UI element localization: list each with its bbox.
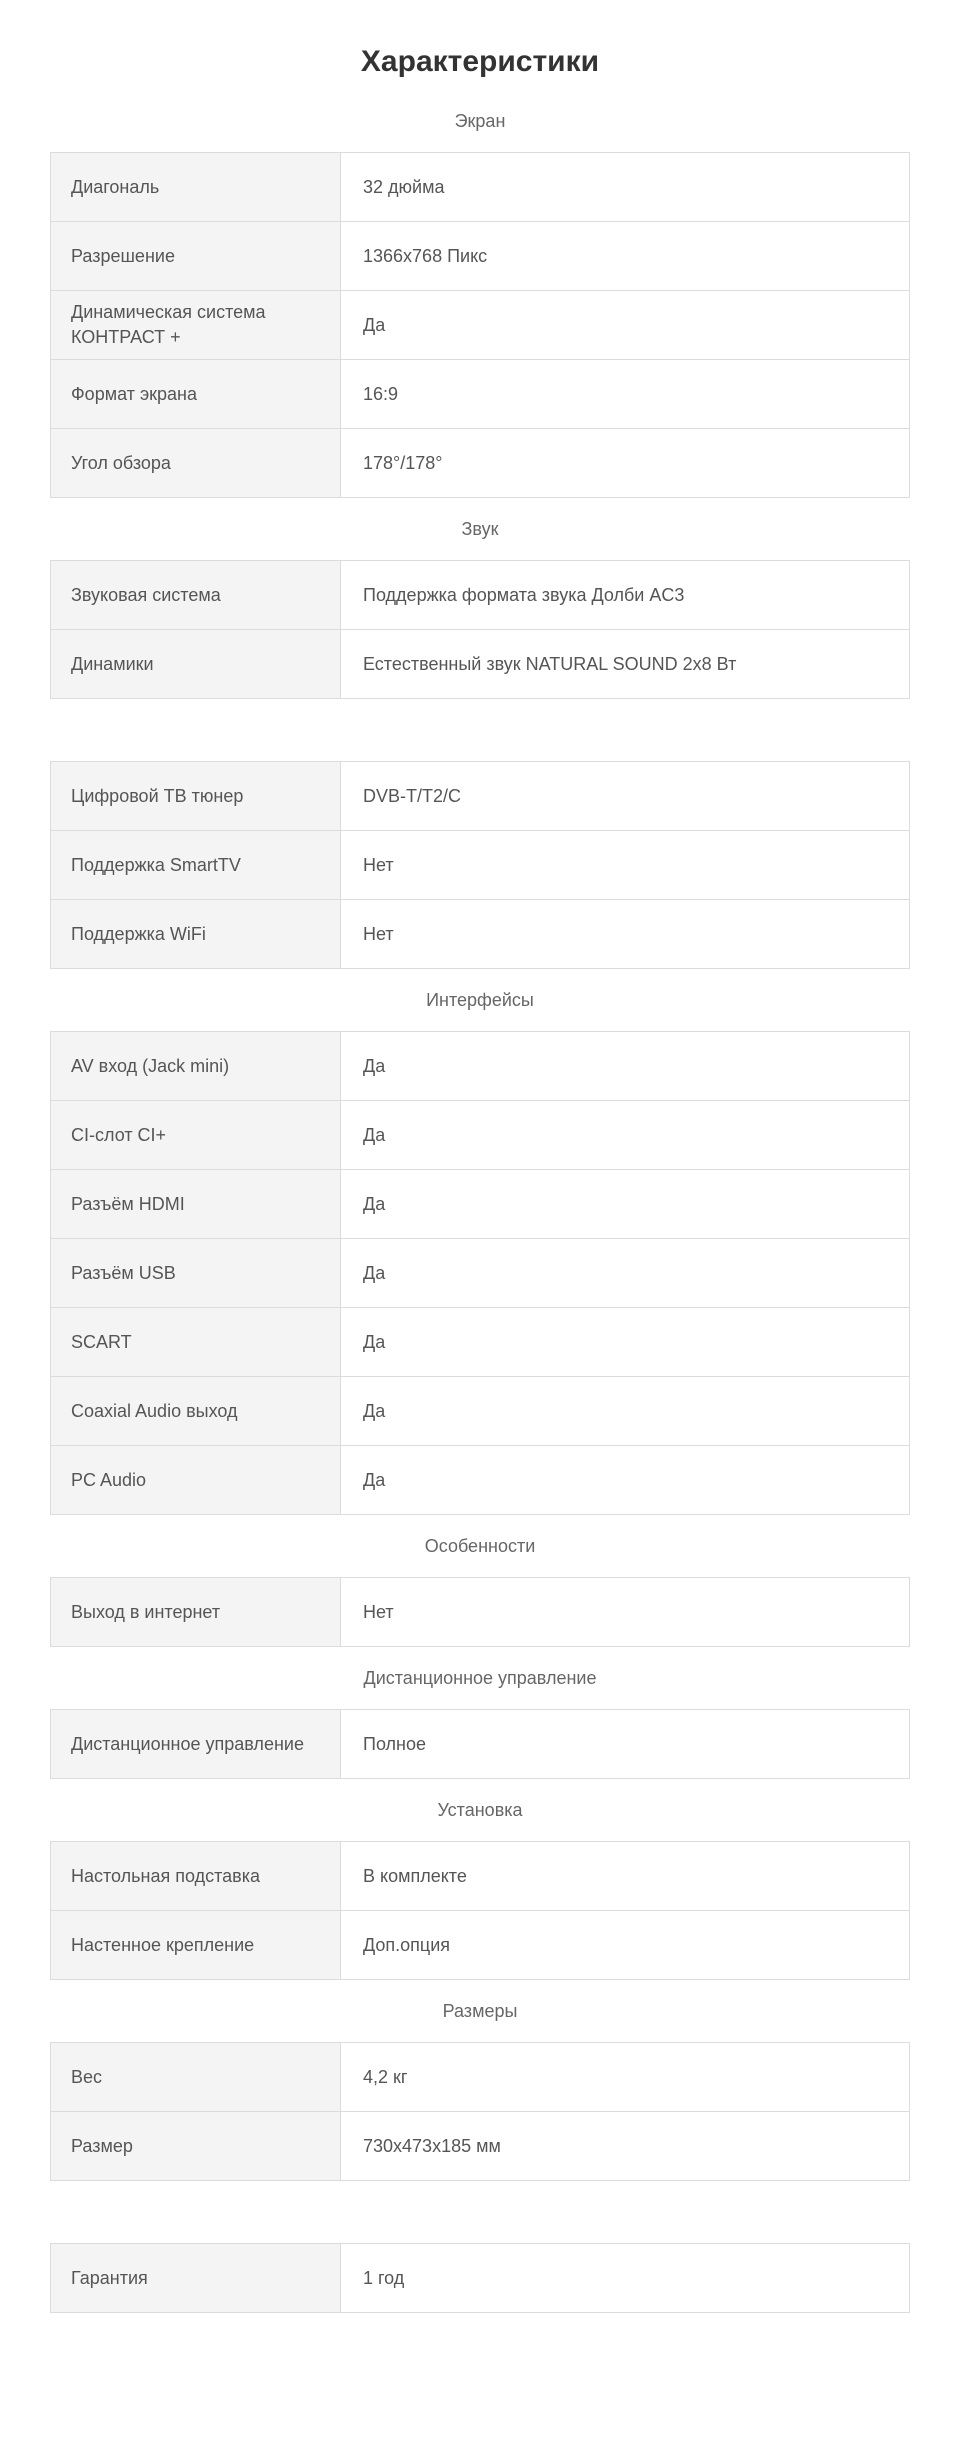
spec-value: Нет (341, 1578, 909, 1646)
spec-value: Доп.опция (341, 1911, 909, 1979)
spec-name: Формат экрана (51, 360, 341, 428)
specifications-list (0, 100, 960, 2313)
spec-name: CI-слот CI+ (51, 1101, 341, 1169)
spec-section (50, 2191, 910, 2313)
spec-name: AV вход (Jack mini) (51, 1032, 341, 1100)
table-row (51, 1911, 909, 1980)
spec-name: PC Audio (51, 1446, 341, 1514)
spec-value: Нет (341, 831, 909, 899)
spec-table (50, 152, 910, 498)
spec-value: Полное (341, 1710, 909, 1778)
spec-section (50, 508, 910, 699)
spec-value: 1366x768 Пикс (341, 222, 909, 290)
section-title: Дистанционное управление (363, 1668, 597, 1688)
spec-value: 1 год (341, 2244, 909, 2312)
spec-section (50, 1657, 910, 1779)
spec-table (50, 1031, 910, 1515)
spec-value: 16:9 (341, 360, 909, 428)
table-row (51, 561, 909, 630)
table-row (51, 291, 909, 360)
spec-name: Звуковая система (51, 561, 341, 629)
spec-table (50, 1841, 910, 1980)
table-row (51, 429, 909, 498)
spec-name: Динамическая система КОНТРАСТ + (51, 291, 341, 359)
section-title: Экран (454, 111, 506, 131)
spec-name: Настенное крепление (51, 1911, 341, 1979)
spec-value: Да (341, 1308, 909, 1376)
spec-value: Да (341, 1377, 909, 1445)
spec-value: 178°/178° (341, 429, 909, 497)
spec-name: Дистанционное управление (51, 1710, 341, 1778)
section-title: Интерфейсы (426, 990, 534, 1010)
table-row (51, 222, 909, 291)
spec-section (50, 1525, 910, 1647)
table-row (51, 1101, 909, 1170)
table-row (51, 1446, 909, 1515)
spec-name: Цифровой ТВ тюнер (51, 762, 341, 830)
spec-name: Угол обзора (51, 429, 341, 497)
table-row (51, 831, 909, 900)
table-row (51, 762, 909, 831)
table-row (51, 900, 909, 969)
section-title: Установка (437, 1800, 523, 1820)
page-title: Характеристики (360, 45, 600, 78)
table-row (51, 360, 909, 429)
table-row (51, 1032, 909, 1101)
spec-value: Да (341, 1446, 909, 1514)
table-row (51, 1710, 909, 1779)
table-row (51, 1308, 909, 1377)
spec-table (50, 1709, 910, 1779)
spec-section (50, 1789, 910, 1980)
spec-value: Да (341, 1239, 909, 1307)
spec-table (50, 2243, 910, 2313)
spec-value: Да (341, 1170, 909, 1238)
spec-name: Гарантия (51, 2244, 341, 2312)
spec-section (50, 100, 910, 498)
spec-name: Разъём USB (51, 1239, 341, 1307)
spec-name: Поддержка WiFi (51, 900, 341, 968)
spec-section (50, 1990, 910, 2181)
spec-section (50, 979, 910, 1515)
spec-value: Да (341, 291, 909, 359)
spec-name: Разрешение (51, 222, 341, 290)
spec-name: Поддержка SmartTV (51, 831, 341, 899)
spec-value: 32 дюйма (341, 153, 909, 221)
section-title: Размеры (442, 2001, 518, 2021)
spec-name: Разъём HDMI (51, 1170, 341, 1238)
spec-name: Coaxial Audio выход (51, 1377, 341, 1445)
spec-table (50, 560, 910, 699)
table-row (51, 1239, 909, 1308)
spec-value: Естественный звук NATURAL SOUND 2x8 Вт (341, 630, 909, 698)
section-title: Звук (461, 519, 499, 539)
section-title: Особенности (424, 1536, 536, 1556)
spec-table (50, 761, 910, 969)
spec-value: DVB-T/T2/C (341, 762, 909, 830)
table-row (51, 630, 909, 699)
table-row (51, 1842, 909, 1911)
spec-value: 4,2 кг (341, 2043, 909, 2111)
spec-value: Нет (341, 900, 909, 968)
spec-name: Выход в интернет (51, 1578, 341, 1646)
table-row (51, 2043, 909, 2112)
table-row (51, 1377, 909, 1446)
table-row (51, 2244, 909, 2313)
spec-name: Вес (51, 2043, 341, 2111)
section-title (50, 2191, 910, 2233)
table-row (51, 153, 909, 222)
spec-name: SCART (51, 1308, 341, 1376)
section-title (50, 709, 910, 751)
table-row (51, 1578, 909, 1647)
spec-table (50, 2042, 910, 2181)
spec-section (50, 709, 910, 969)
spec-value: Поддержка формата звука Долби AC3 (341, 561, 909, 629)
spec-name: Динамики (51, 630, 341, 698)
spec-name: Размер (51, 2112, 341, 2180)
spec-value: Да (341, 1032, 909, 1100)
table-row (51, 2112, 909, 2181)
spec-name: Диагональ (51, 153, 341, 221)
spec-value: В комплекте (341, 1842, 909, 1910)
spec-value: 730x473x185 мм (341, 2112, 909, 2180)
table-row (51, 1170, 909, 1239)
spec-name: Настольная подставка (51, 1842, 341, 1910)
spec-table (50, 1577, 910, 1647)
spec-value: Да (341, 1101, 909, 1169)
